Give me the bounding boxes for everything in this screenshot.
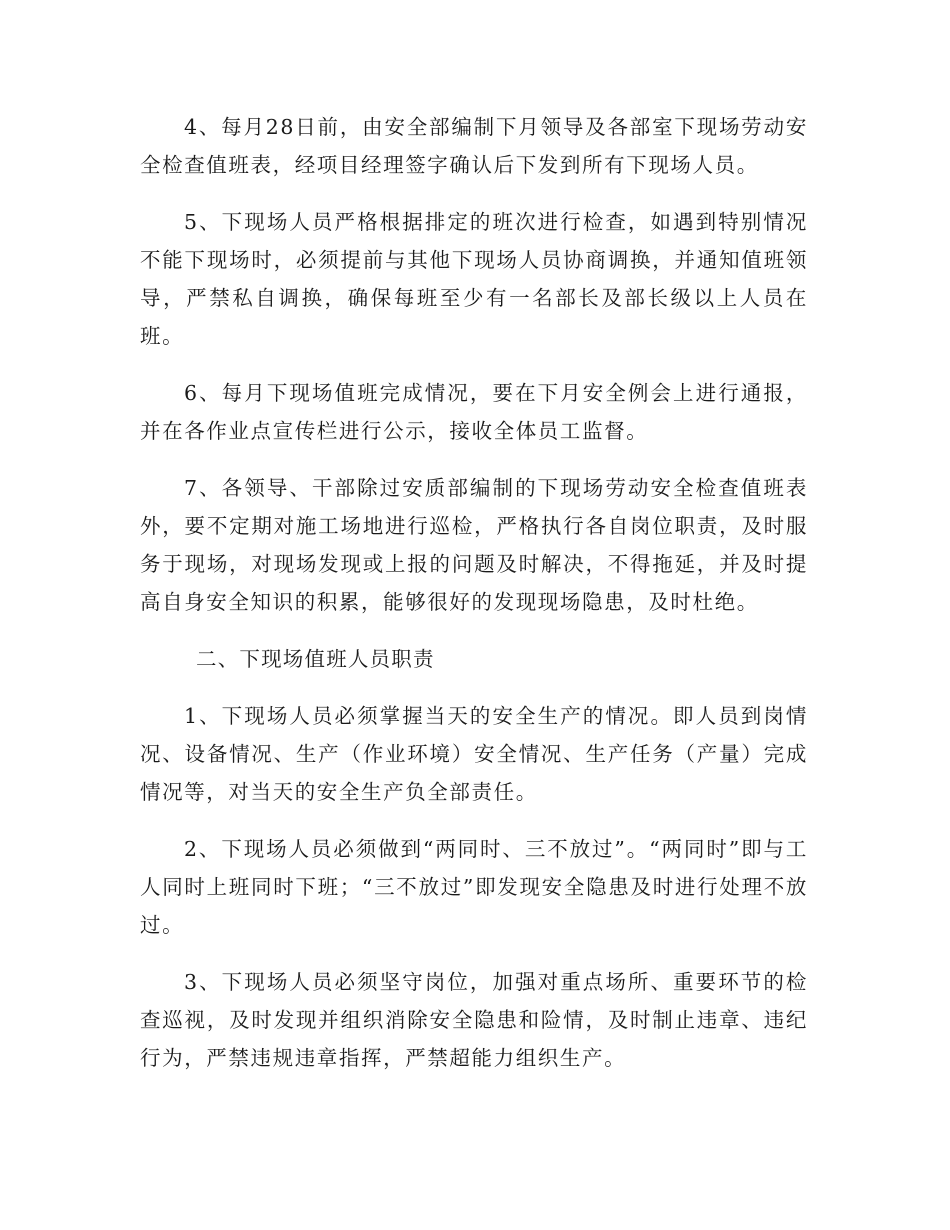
duty-item-3: 3、下现场人员必须坚守岗位，加强对重点场所、重要环节的检查巡视，及时发现并组织消除安全隐患和险情，及时制止违章、违纪行为，严禁违规违章指挥，严禁超能力组织生产。 <box>140 970 808 1070</box>
document-body <box>140 108 808 1096</box>
paragraph-item-7: 7、各领导、干部除过安质部编制的下现场劳动安全检查值班表外，要不定期对施工场地进行巡检，严格执行各自岗位职责，及时服务于现场，对现场发现或上报的问题及时解决，不得拖延，并及时提高自身安全知识的积累，能够很好的发现现场隐患，及时杜绝。 <box>140 476 808 614</box>
duty-item-2: 2、下现场人员必须做到“两同时、三不放过”。“两同时”即与工人同时上班同时下班；“三不放过”即发现安全隐患及时进行处理不放过。 <box>140 837 808 937</box>
paragraph-item-6: 6、每月下现场值班完成情况，要在下月安全例会上进行通报，并在各作业点宣传栏进行公示，接收全体员工监督。 <box>140 381 808 443</box>
paragraph-item-5: 5、下现场人员严格根据排定的班次进行检查，如遇到特别情况不能下现场时，必须提前与其他下现场人员协商调换，并通知值班领导，严禁私自调换，确保每班至少有一名部长及部长级以上人员在班。 <box>140 210 808 348</box>
duty-item-1: 1、下现场人员必须掌握当天的安全生产的情况。即人员到岗情况、设备情况、生产（作业环境）安全情况、生产任务（产量）完成情况等，对当天的安全生产负全部责任。 <box>140 704 808 804</box>
section-heading: 二、下现场值班人员职责 <box>196 647 435 671</box>
paragraph-item-4: 4、每月28日前，由安全部编制下月领导及各部室下现场劳动安全检查值班表，经项目经理签字确认后下发到所有下现场人员。 <box>140 115 808 177</box>
